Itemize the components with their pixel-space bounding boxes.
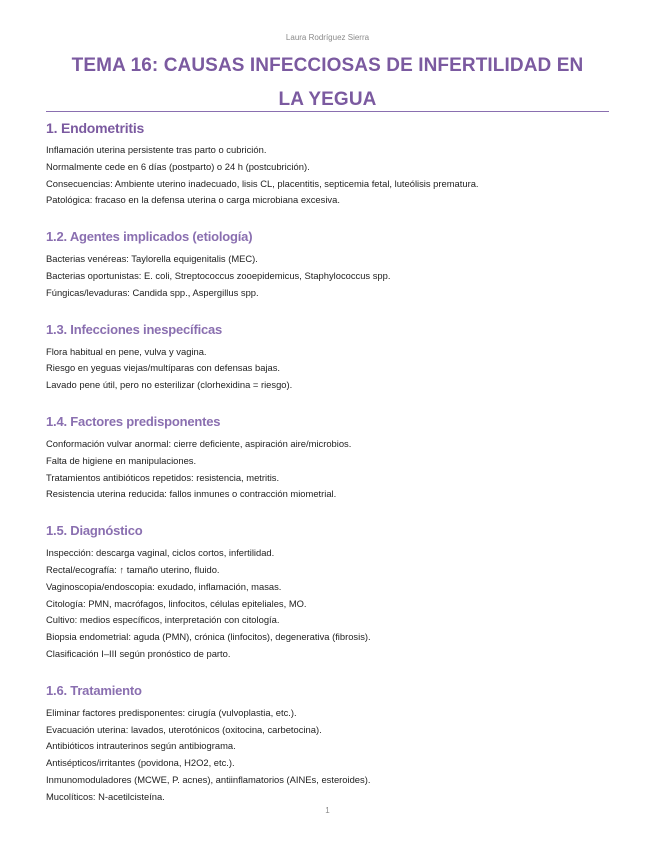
title-divider (46, 111, 609, 112)
body-line: Conformación vulvar anormal: cierre deficiente, aspiración aire/microbios. (46, 437, 352, 449)
body-line: Consecuencias: Ambiente uterino inadecuado, lisis CL, placentitis, septicemia fetal, luteólisis prematura. (46, 177, 479, 189)
body-line: Normalmente cede en 6 días (postparto) o 24 h (postcubrición). (46, 160, 310, 172)
body-line: Lavado pene útil, pero no esterilizar (clorhexidina = riesgo). (46, 379, 293, 391)
body-line: Bacterias venéreas: Taylorella equigenitalis (MEC). (46, 253, 258, 265)
section-heading: 1.6. Tratamiento (46, 682, 142, 698)
body-line: Bacterias oportunistas: E. coli, Streptococcus zooepidemicus, Staphylococcus spp. (46, 269, 391, 281)
body-line: Riesgo en yeguas viejas/multíparas con defensas bajas. (46, 362, 280, 374)
section-heading: 1.5. Diagnóstico (46, 523, 143, 539)
body-line: Mucolíticos: N-acetilcisteína. (46, 790, 165, 802)
section-tratamiento (46, 680, 609, 806)
body-line: Vaginoscopia/endoscopia: exudado, inflamación, masas. (46, 580, 282, 592)
body-line: Antibióticos intrauterinos según antibiograma. (46, 740, 236, 752)
body-line: Cultivo: medios específicos, interpretación con citología. (46, 614, 280, 626)
page-number: 1 (325, 806, 330, 815)
body-line: Tratamientos antibióticos repetidos: resistencia, metritis. (46, 471, 280, 483)
body-line: Flora habitual en pene, vulva y vagina. (46, 345, 207, 357)
body-line: Eliminar factores predisponentes: cirugía (vulvoplastia, etc.). (46, 706, 297, 718)
section-infecciones (46, 319, 609, 394)
body-line: Inmunomoduladores (MCWE, P. acnes), antiinflamatorios (AINEs, esteroides). (46, 773, 371, 785)
body-line: Citología: PMN, macrófagos, linfocitos, células epiteliales, MO. (46, 597, 307, 609)
body-line: Clasificación I–III según pronóstico de parto. (46, 647, 231, 659)
section-heading: 1.3. Infecciones inespecíficas (46, 321, 223, 337)
section-heading: 1.4. Factores predisponentes (46, 413, 221, 429)
document-body (46, 117, 609, 823)
document-title: TEMA 16: CAUSAS INFECCIOSAS DE INFERTILIDAD EN LA YEGUA (71, 55, 584, 110)
body-line: Inspección: descarga vaginal, ciclos cortos, infertilidad. (46, 547, 275, 559)
body-line: Rectal/ecografía: ↑ tamaño uterino, fluido. (46, 563, 220, 575)
body-line: Fúngicas/levaduras: Candida spp., Aspergillus spp. (46, 286, 259, 298)
section-endometritis (46, 117, 609, 209)
section-agentes (46, 226, 609, 301)
section-factores (46, 411, 609, 503)
section-heading: 1. Endometritis (46, 120, 145, 136)
body-line: Patológica: fracaso en la defensa uterina o carga microbiana excesiva. (46, 194, 340, 206)
body-line: Evacuación uterina: lavados, uterotónicos (oxitocina, carbetocina). (46, 723, 322, 735)
section-diagnostico (46, 520, 609, 663)
body-line: Resistencia uterina reducida: fallos inmunes o contracción miometrial. (46, 488, 337, 500)
body-line: Falta de higiene en manipulaciones. (46, 454, 197, 466)
body-line: Antisépticos/irritantes (povidona, H2O2, etc.). (46, 757, 235, 769)
body-line: Inflamación uterina persistente tras parto o cubrición. (46, 144, 267, 155)
body-line: Biopsia endometrial: aguda (PMN), crónica (linfocitos), degenerativa (fibrosis). (46, 631, 371, 643)
author-header: Laura Rodríguez Sierra (285, 33, 370, 42)
section-heading: 1.2. Agentes implicados (etiología) (46, 229, 253, 245)
